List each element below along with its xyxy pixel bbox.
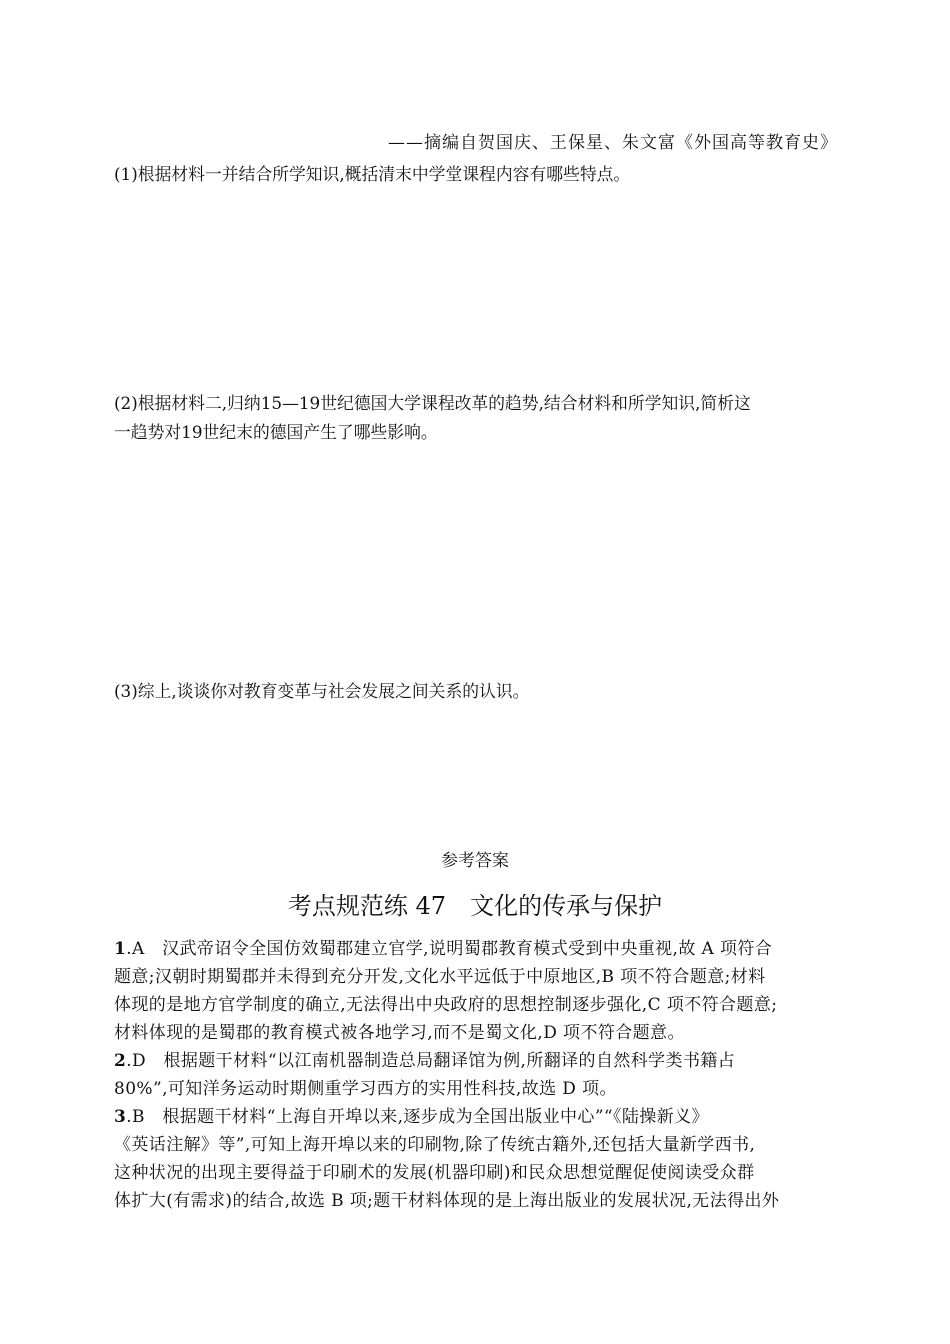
answer-line: 题意;汉朝时期蜀郡并未得到充分开发,文化水平远低于中原地区,B 项不符合题意;材料 [114, 967, 766, 987]
answer-heading: 参考答案 [441, 851, 509, 871]
answer-text: .B 根据题干材料“上海自开埠以来,逐步成为全国出版业中心”“《陆操新义》 [126, 1107, 709, 1127]
answer-line: 这种状况的出现主要得益于印刷术的发展(机器印刷)和民众思想觉醒促使阅读受众群 [114, 1163, 755, 1183]
answer-line: 体现的是地方官学制度的确立,无法得出中央政府的思想控制逐步强化,C 项不符合题意; [114, 995, 778, 1015]
answer-line [114, 1102, 709, 1127]
answer-text: .A 汉武帝诏令全国仿效蜀郡建立官学,说明蜀郡教育模式受到中央重视,故 A 项符合 [126, 939, 773, 959]
answer-line: 材料体现的是蜀郡的教育模式被各地学习,而不是蜀文化,D 项不符合题意。 [114, 1023, 685, 1043]
question-line: 一趋势对19世纪末的德国产生了哪些影响。 [114, 423, 438, 443]
source-citation: ——摘编自贺国庆、王保星、朱文富《外国高等教育史》 [388, 133, 838, 153]
question-line: (2)根据材料二,归纳15—19世纪德国大学课程改革的趋势,结合材料和所学知识,简析这 [114, 394, 751, 414]
answer-number: 2 [114, 1051, 127, 1071]
answer-line: 《英话注解》等”,可知上海开埠以来的印刷物,除了传统古籍外,还包括大量新学西书, [114, 1135, 756, 1155]
answer-line [114, 1046, 735, 1071]
answer-number: 3 [114, 1107, 127, 1127]
answer-line [114, 934, 772, 959]
answer-line: 体扩大(有需求)的结合,故选 B 项;题干材料体现的是上海出版业的发展状况,无法得出外 [114, 1191, 780, 1211]
answer-number: 1 [114, 939, 127, 959]
answer-line: 80%”,可知洋务运动时期侧重学习西方的实用性科技,故选 D 项。 [114, 1079, 617, 1099]
answer-title: 考点规范练 47 文化的传承与保护 [287, 892, 663, 920]
question-line: (1)根据材料一并结合所学知识,概括清末中学堂课程内容有哪些特点。 [114, 165, 631, 185]
answer-text: .D 根据题干材料“以江南机器制造总局翻译馆为例,所翻译的自然科学类书籍占 [126, 1051, 736, 1071]
question-line: (3)综上,谈谈你对教育变革与社会发展之间关系的认识。 [114, 682, 530, 702]
